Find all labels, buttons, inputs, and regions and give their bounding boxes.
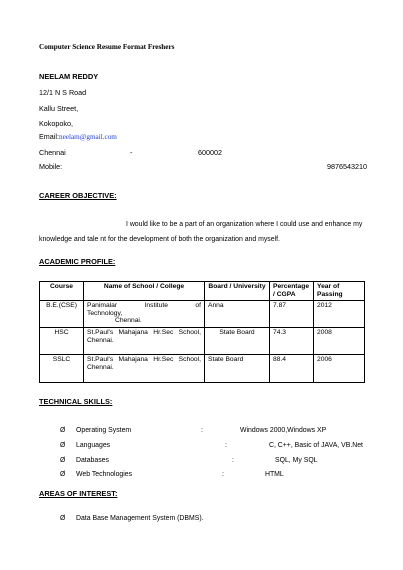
header-year-passing: Passing (317, 290, 343, 298)
header-school: Name of School / College (84, 282, 205, 301)
cell-school-line-2: Chennai. (87, 336, 114, 344)
mobile-value: 9876543210 (327, 162, 367, 171)
bullet-icon: Ø (60, 457, 66, 464)
candidate-name: NEELAM REDDY (39, 72, 99, 81)
skill-colon: : (232, 457, 234, 464)
header-board: Board / University (205, 282, 270, 301)
mobile-label: Mobile: (39, 162, 63, 171)
table-row (40, 301, 365, 328)
cell-school-word: Panimalar (87, 302, 118, 309)
skill-row (60, 471, 380, 481)
document-title: Computer Science Resume Format Freshers (39, 43, 175, 51)
pincode-text: 600002 (198, 148, 222, 157)
header-year-line-1 (317, 283, 361, 291)
cell-year: 2012 (314, 301, 365, 328)
technical-skills-heading: TECHNICAL SKILLS: (39, 397, 113, 406)
bullet-icon: Ø (60, 442, 66, 449)
skill-colon: : (201, 427, 203, 434)
cell-school-word: Mahajana (118, 356, 148, 363)
skill-row (60, 427, 380, 437)
cell-school-word: of (195, 302, 201, 309)
cell-school-line-2: Chennai. (87, 363, 114, 371)
cell-school-word: Mahajana (118, 329, 148, 336)
cell-course: SSLC (40, 355, 84, 383)
header-percentage: Percentage / CGPA (270, 282, 314, 301)
cell-school-word: St.Paul's (87, 329, 114, 336)
cell-percentage: 7.87 (270, 301, 314, 328)
skill-value: HTML (265, 471, 284, 478)
header-course: Course (40, 282, 84, 301)
address-line-3: Kokopoko, (39, 119, 73, 128)
areas-of-interest-heading: AREAS OF INTEREST: (39, 489, 118, 498)
address-line-2: Kallu Street, (39, 104, 79, 113)
address-line-1: 12/1 N S Road (39, 88, 87, 97)
cell-school-word: Hr.Sec (153, 329, 174, 336)
bullet-icon: Ø (60, 515, 66, 522)
cell-school (84, 355, 205, 383)
header-year (314, 282, 365, 301)
academic-profile-heading: ACADEMIC PROFILE: (39, 257, 116, 266)
cell-course: HSC (40, 328, 84, 355)
table-header-row (40, 282, 365, 301)
career-objective-line-1: I would like to be a part of an organization where I could use and enhance my (126, 221, 363, 228)
cell-school-word: St.Paul's (87, 356, 114, 363)
skill-row (60, 457, 380, 467)
skill-value: C, C++, Basic of JAVA, VB.Net (269, 442, 363, 449)
cell-year: 2008 (314, 328, 365, 355)
cell-school-line-2: Technology, (87, 309, 123, 317)
cell-school-word: Institute (144, 302, 168, 309)
career-objective-heading: CAREER OBJECTIVE: (39, 191, 117, 200)
academic-table (39, 281, 365, 383)
cell-board: Anna (205, 301, 270, 328)
cell-school-word: School, (178, 356, 201, 363)
interest-row (60, 515, 380, 525)
email-label: Email: (39, 132, 59, 141)
skill-label: Operating System (76, 427, 132, 434)
cell-school-line-1 (87, 302, 201, 310)
skill-colon: : (222, 471, 224, 478)
email-link[interactable]: neelam@gmail.com (58, 133, 117, 141)
cell-school-word: Hr.Sec (153, 356, 174, 363)
cell-year: 2006 (314, 355, 365, 383)
skill-value: SQL, My SQL (275, 457, 318, 464)
header-year-of: Year of (317, 283, 340, 290)
cell-course: B.E.(CSE) (40, 301, 84, 328)
cell-board: State Board (205, 355, 270, 383)
cell-percentage: 88.4 (270, 355, 314, 383)
skill-row (60, 442, 380, 452)
career-objective-line-2: knowledge and tale nt for the development of both the organization and myself. (39, 236, 280, 243)
cell-school-line-1 (87, 356, 201, 364)
table-row (40, 328, 365, 355)
cell-school-word: School, (178, 329, 201, 336)
city-dash: - (130, 148, 133, 157)
table-row (40, 355, 365, 383)
interest-label: Data Base Management System (DBMS). (76, 515, 204, 522)
cell-percentage: 74.3 (270, 328, 314, 355)
email-row (39, 132, 117, 141)
city-text: Chennai (39, 148, 66, 157)
bullet-icon: Ø (60, 427, 66, 434)
bullet-icon: Ø (60, 471, 66, 478)
cell-school (84, 328, 205, 355)
cell-school (84, 301, 205, 328)
cell-school-line-3: Chennai. (115, 317, 142, 325)
skill-label: Web Technologies (76, 471, 133, 478)
skill-label: Databases (76, 457, 109, 464)
skill-label: Languages (76, 442, 111, 449)
cell-school-line-1 (87, 329, 201, 337)
skill-colon: : (225, 442, 227, 449)
skill-value: Windows 2000,Windows XP (240, 427, 327, 434)
cell-board: State Board (205, 328, 270, 355)
